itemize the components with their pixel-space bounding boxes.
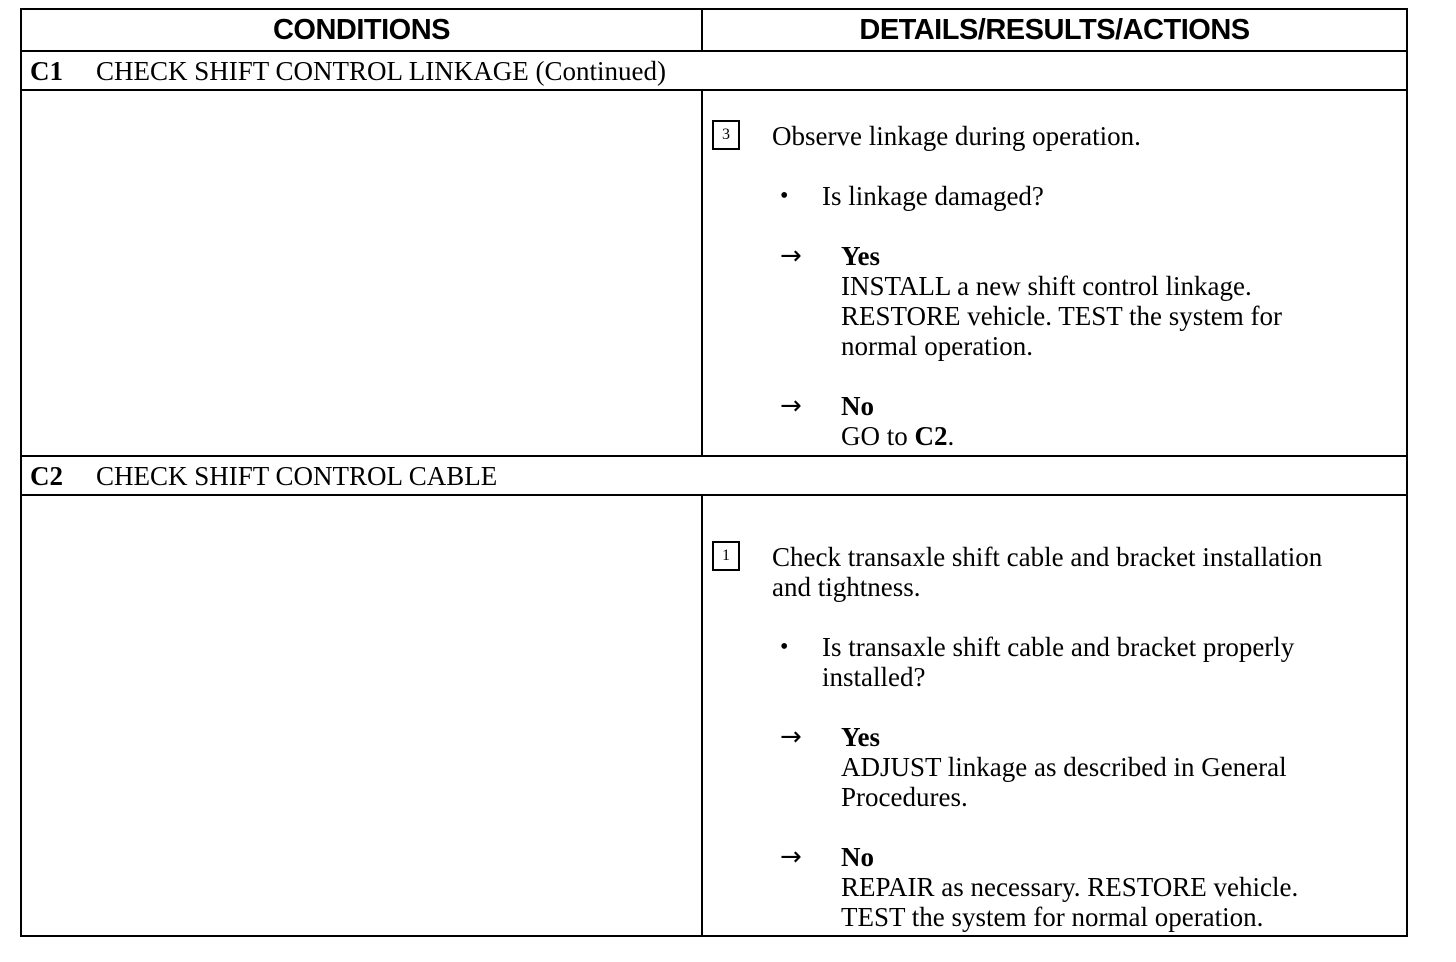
section-title: CHECK SHIFT CONTROL CABLE: [96, 461, 498, 491]
step-number-box: 3: [712, 120, 740, 150]
rule-divider-c2: [701, 494, 703, 937]
arrow-right-icon: →: [780, 722, 802, 752]
no-action-line: TEST the system for normal operation.: [841, 902, 1264, 932]
section-code: C2: [30, 461, 63, 491]
section-code: C1: [30, 56, 63, 86]
section-c1-title: [30, 56, 666, 87]
no-action-line: [841, 421, 954, 451]
arrow-right-icon: →: [780, 842, 802, 872]
bullet-icon: •: [780, 183, 789, 209]
no-action-suffix: .: [947, 421, 955, 451]
section-title: CHECK SHIFT CONTROL LINKAGE (Continued): [96, 56, 666, 86]
question-text: Is linkage damaged?: [822, 181, 1044, 211]
question-text-line: installed?: [822, 662, 926, 692]
question-text-line: Is transaxle shift cable and bracket properly: [822, 632, 1295, 662]
bullet-icon: •: [780, 634, 789, 660]
rule-c2-title-bottom: [20, 494, 1408, 496]
conditions-header: CONDITIONS: [272, 13, 451, 46]
yes-action-line: Procedures.: [841, 782, 968, 812]
rule-c1-title-bottom: [20, 89, 1408, 91]
no-label: No: [841, 842, 874, 872]
arrow-right-icon: →: [780, 241, 802, 271]
details-header: DETAILS/RESULTS/ACTIONS: [859, 13, 1250, 46]
goto-c2-link[interactable]: C2: [914, 421, 948, 451]
yes-label: Yes: [841, 241, 880, 271]
yes-action-line: normal operation.: [841, 331, 1033, 361]
arrow-right-icon: →: [780, 391, 802, 421]
step-text: Observe linkage during operation.: [772, 121, 1141, 151]
section-c2-title: [30, 461, 497, 492]
no-action-line: REPAIR as necessary. RESTORE vehicle.: [841, 872, 1299, 902]
yes-action-line: RESTORE vehicle. TEST the system for: [841, 301, 1282, 331]
step-text-line: Check transaxle shift cable and bracket installation: [772, 542, 1323, 572]
step-number-box: 1: [712, 541, 740, 571]
rule-left: [20, 8, 22, 937]
rule-divider-c1: [701, 89, 703, 457]
rule-right: [1406, 8, 1408, 937]
yes-action-line: INSTALL a new shift control linkage.: [841, 271, 1252, 301]
rule-bottom: [20, 935, 1408, 937]
step-text-line: and tightness.: [772, 572, 921, 602]
no-action-prefix: GO to: [841, 421, 915, 451]
no-label: No: [841, 391, 874, 421]
rule-c2-title-top: [20, 455, 1408, 457]
yes-label: Yes: [841, 722, 880, 752]
yes-action-line: ADJUST linkage as described in General: [841, 752, 1287, 782]
